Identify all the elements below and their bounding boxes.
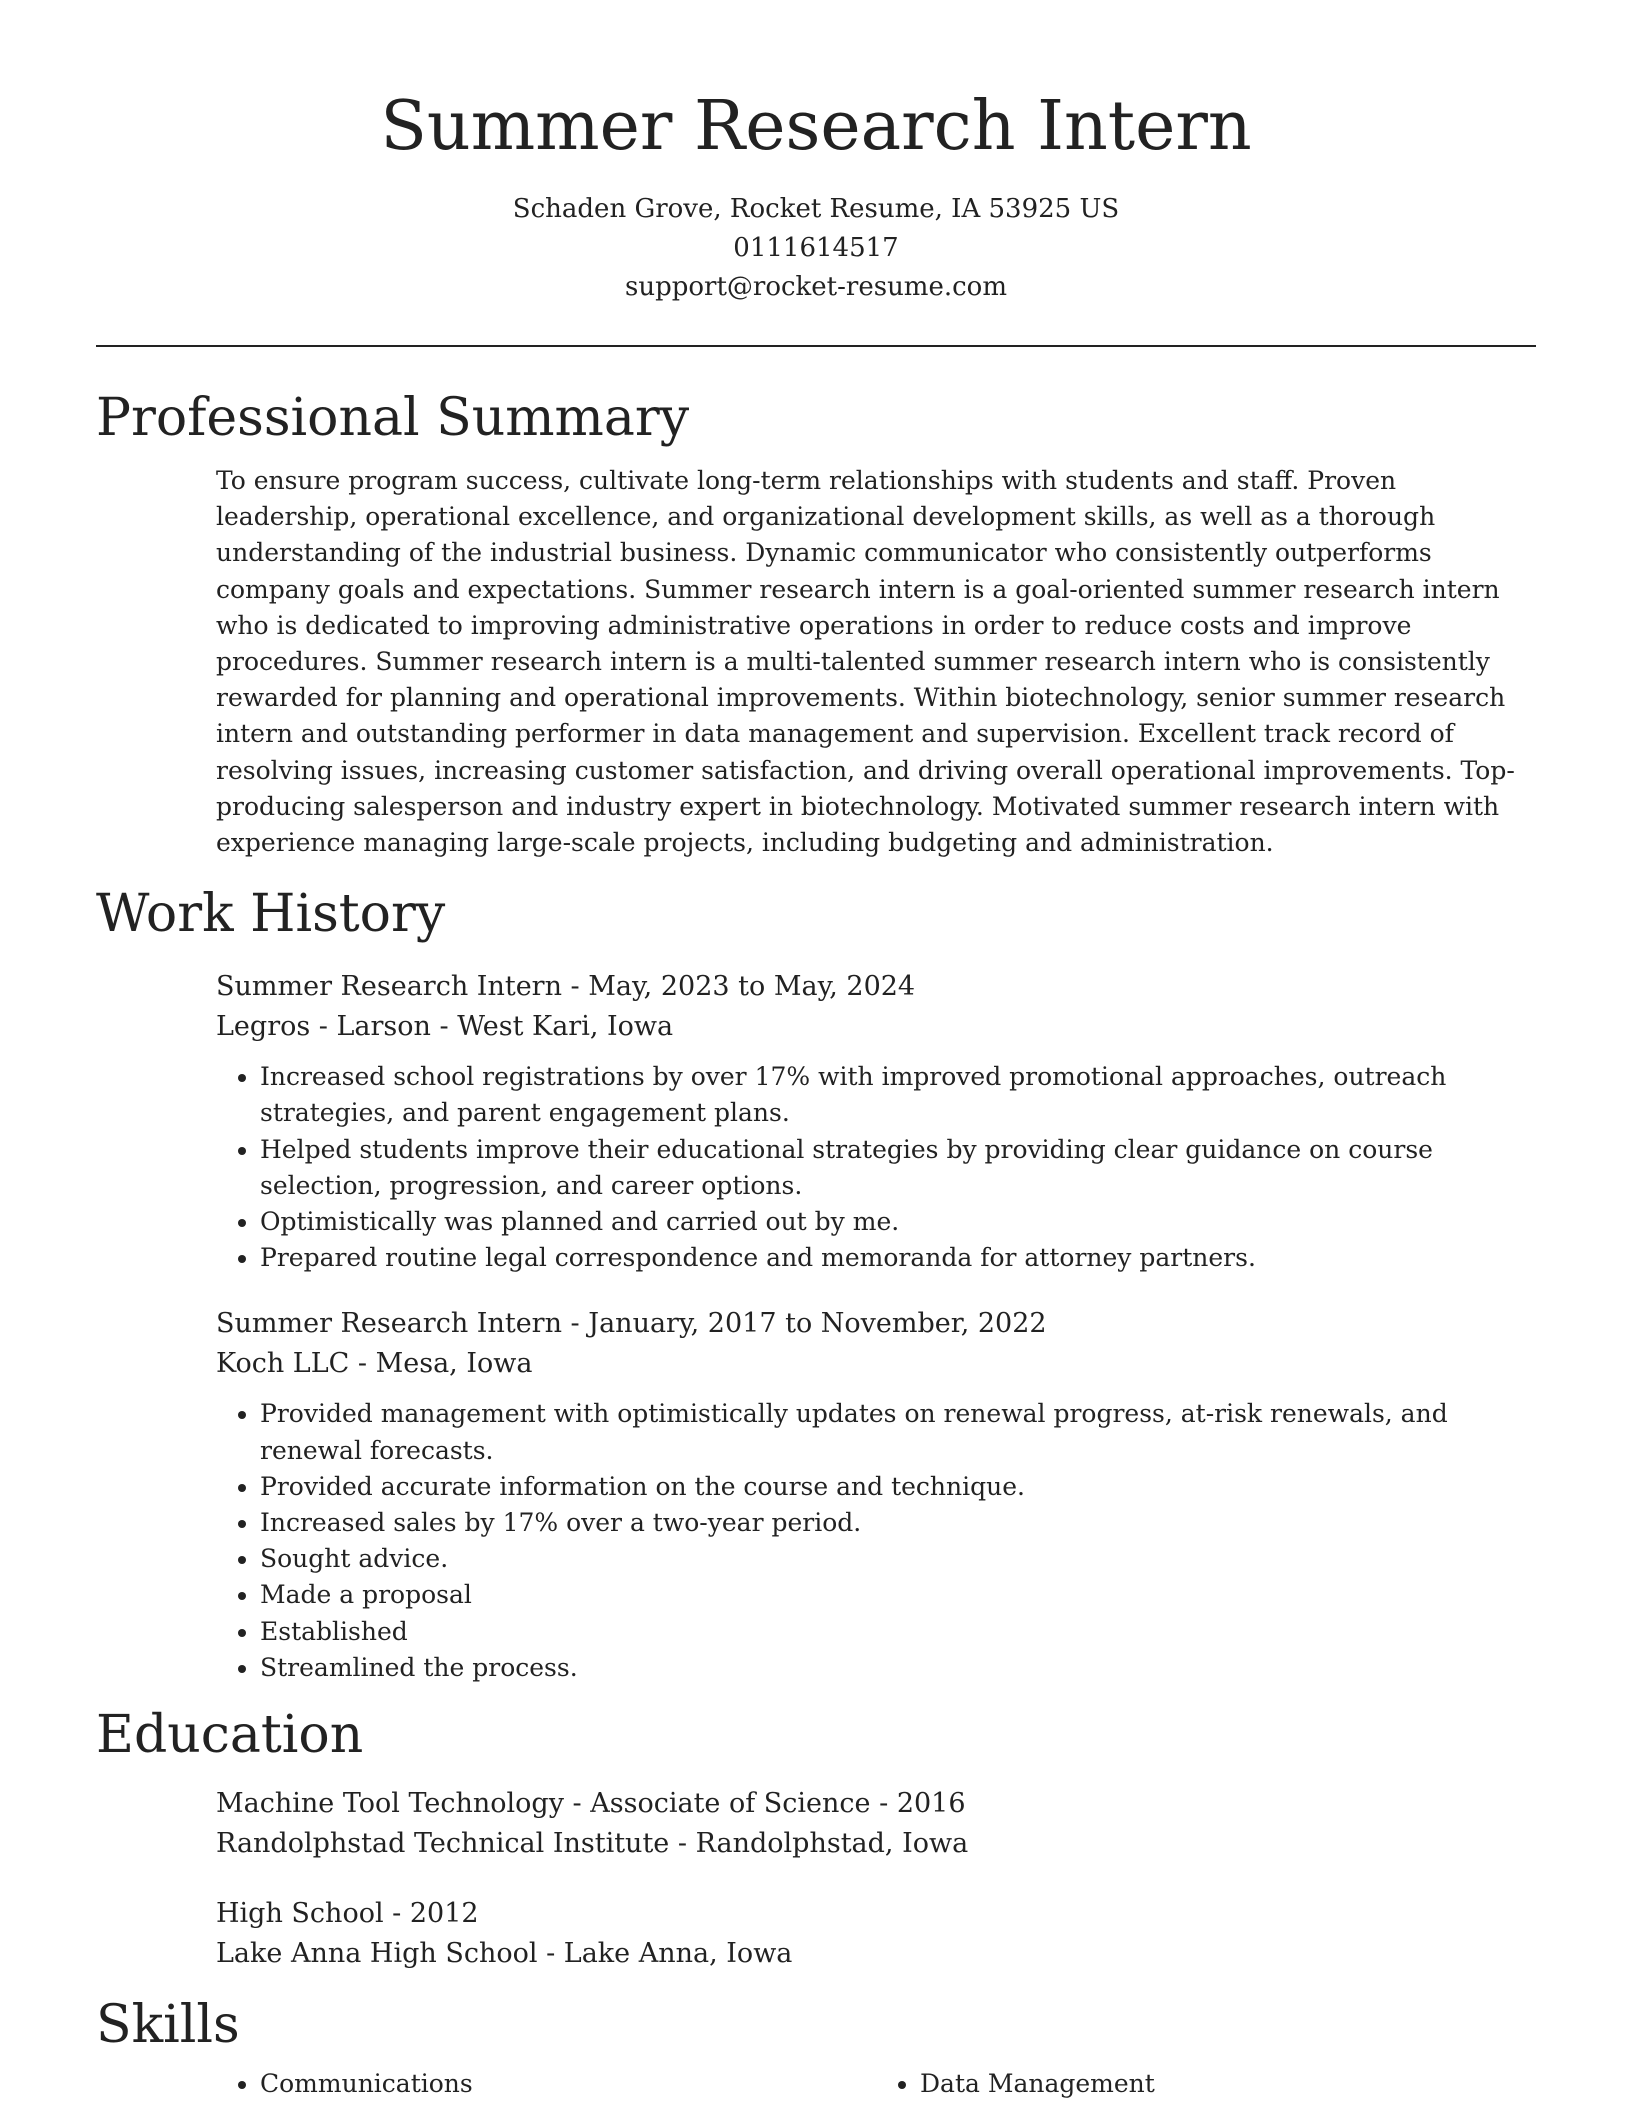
job-bullet: • Provided management with optimistically updates on renewal progress, at-risk renewals, and renewal forecasts. bbox=[260, 1396, 1536, 1468]
summary-text: To ensure program success, cultivate long-term relationships with students and staff. Proven leadership, operational excellence, and organizational development skills, as well as a thorough understanding of the industrial business. Dynamic communicator who consistently outperforms company goals and expectations. Summer research intern is a goal-oriented summer research intern who is dedicated to improving administrative operations in order to reduce costs and improve procedures. Summer research intern is a multi-talented summer research intern who is consistently rewarded for planning and operational improvements. Within biotechnology, senior summer research intern and outstanding performer in data management and supervision. Excellent track record of resolving issues, increasing customer satisfaction, and driving overall operational improvements. Top-producing salesperson and industry expert in biotechnology. Motivated summer research intern with experience managing large-scale projects, including budgeting and administration. bbox=[216, 466, 1515, 858]
work-history-title: Work History bbox=[96, 884, 446, 945]
candidate-name: Summer Research Intern bbox=[380, 87, 1252, 166]
job-bullet: • Helped students improve their educational strategies by providing clear guidance on course selection, progression, and career options. bbox=[260, 1132, 1536, 1204]
education-title: Education bbox=[96, 1705, 364, 1766]
job-entry bbox=[216, 967, 1536, 1276]
skill-item: • Communications bbox=[260, 2066, 876, 2102]
job-bullet: • Provided accurate information on the course and technique. bbox=[260, 1469, 1536, 1505]
job-bullet: • Increased sales by 17% over a two-year period. bbox=[260, 1505, 1536, 1541]
resume-header bbox=[0, 0, 1632, 307]
skills-column-left bbox=[216, 2066, 876, 2102]
education-degree: Machine Tool Technology - Associate of Science - 2016 bbox=[216, 1788, 966, 1820]
skills-grid bbox=[216, 2066, 1536, 2102]
work-history-section bbox=[0, 883, 1632, 1686]
job-bullet: • Optimistically was planned and carried out by me. bbox=[260, 1204, 1536, 1240]
education-school: Randolphstad Technical Institute - Randolphstad, Iowa bbox=[216, 1828, 969, 1860]
job-employer: Koch LLC - Mesa, Iowa bbox=[216, 1348, 533, 1380]
email-address: support@rocket-resume.com bbox=[624, 272, 1007, 302]
job-bullet: • Prepared routine legal correspondence and memoranda for attorney partners. bbox=[260, 1240, 1536, 1276]
job-bullet: • Increased school registrations by over 17% with improved promotional approaches, outreach strategies, and parent engagement plans. bbox=[260, 1059, 1536, 1131]
job-employer: Legros - Larson - West Kari, Iowa bbox=[216, 1011, 674, 1043]
job-bullet: • Made a proposal bbox=[260, 1577, 1536, 1613]
job-bullets bbox=[216, 1396, 1536, 1686]
education-degree: High School - 2012 bbox=[216, 1898, 479, 1930]
skills-section bbox=[0, 1994, 1632, 2102]
skills-column-right bbox=[876, 2066, 1536, 2102]
address: Schaden Grove, Rocket Resume, IA 53925 US bbox=[512, 194, 1120, 224]
education-entry bbox=[216, 1894, 1536, 1974]
skill-item: • Data Management bbox=[920, 2066, 1536, 2102]
job-heading: Summer Research Intern - January, 2017 to November, 2022 bbox=[216, 1308, 1047, 1340]
phone-number: 0111614517 bbox=[733, 233, 899, 263]
contact-info bbox=[0, 190, 1632, 307]
job-heading: Summer Research Intern - May, 2023 to May, 2024 bbox=[216, 971, 916, 1003]
education-school: Lake Anna High School - Lake Anna, Iowa bbox=[216, 1938, 793, 1970]
summary-title: Professional Summary bbox=[96, 388, 690, 448]
job-bullet: • Sought advice. bbox=[260, 1541, 1536, 1577]
header-divider bbox=[96, 345, 1536, 347]
job-bullet: • Established bbox=[260, 1614, 1536, 1650]
job-bullets bbox=[216, 1059, 1536, 1276]
summary-section bbox=[0, 387, 1632, 861]
skills-title: Skills bbox=[96, 1995, 240, 2056]
job-entry bbox=[216, 1304, 1536, 1686]
job-bullet: • Streamlined the process. bbox=[260, 1650, 1536, 1686]
education-entry bbox=[216, 1784, 1536, 1864]
education-section bbox=[0, 1704, 1632, 1974]
